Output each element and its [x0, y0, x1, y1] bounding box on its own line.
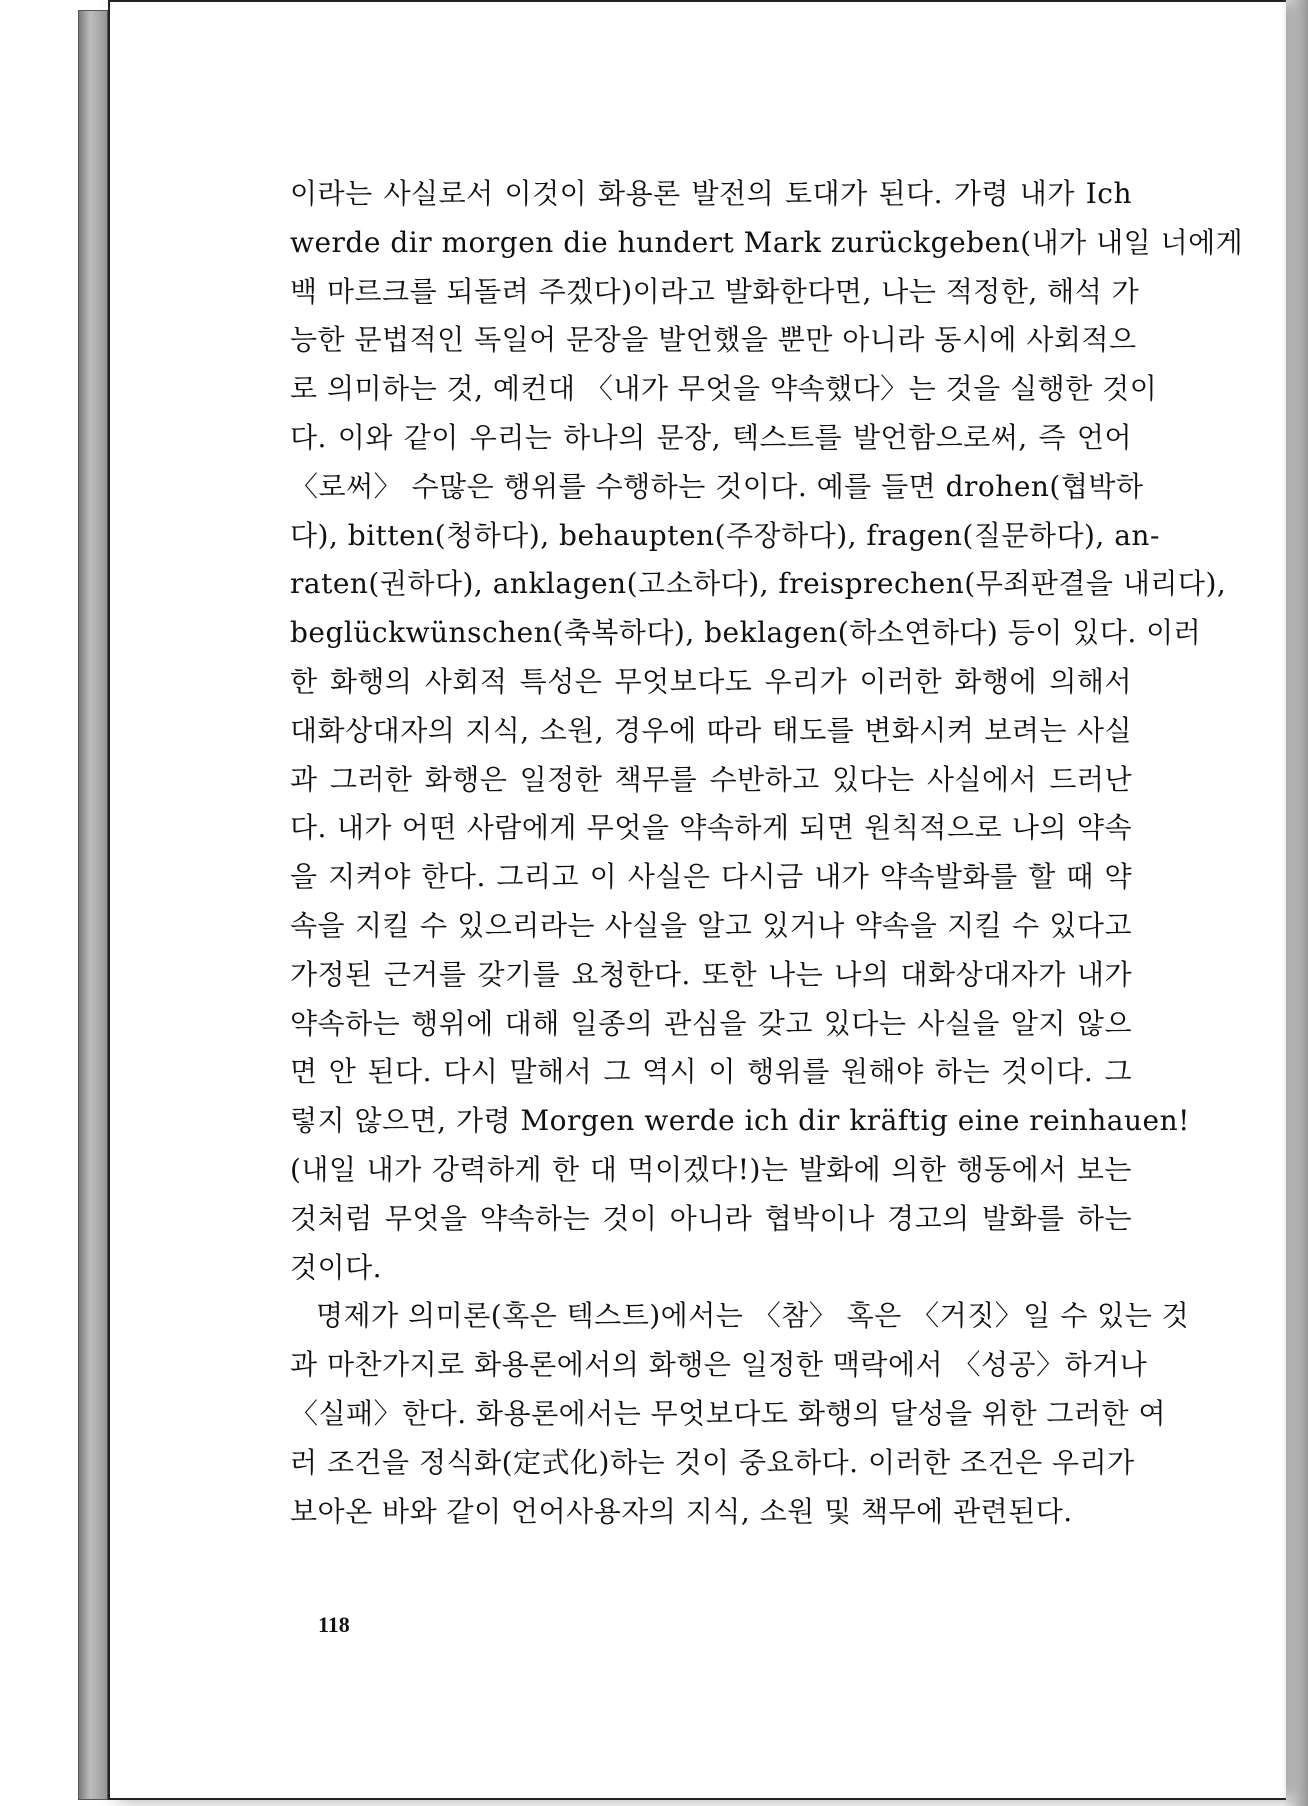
- body-text: [290, 170, 1244, 1536]
- text-line: beglückwünschen(축복하다), beklagen(하소연하다) 등이 있다. 이러: [290, 616, 1202, 650]
- text-line: raten(권하다), anklagen(고소하다), freisprechen(무죄판결을 내리다),: [290, 567, 1227, 601]
- text-line: 백 마르크를 되돌려 주겠다)이라고 발화한다면, 나는 적정한, 해석 가: [290, 274, 1140, 308]
- text-line: 다. 이와 같이 우리는 하나의 문장, 텍스트를 발언함으로써, 즉 언어: [290, 420, 1132, 454]
- page-number: 118: [318, 1612, 350, 1637]
- text-line: 명제가 의미론(혹은 텍스트)에서는 〈참〉 혹은 〈거짓〉일 수 있는 것: [316, 1299, 1190, 1333]
- text-line: 렇지 않으면, 가령 Morgen werde ich dir kräftig eine reinhauen!: [290, 1104, 1190, 1138]
- text-line: 과 그러한 화행은 일정한 책무를 수반하고 있다는 사실에서 드러난: [290, 762, 1132, 796]
- text-line: 것처럼 무엇을 약속하는 것이 아니라 협박이나 경고의 발화를 하는: [290, 1201, 1132, 1235]
- page-shadow: [1282, 0, 1308, 1806]
- text-line: 것이다.: [290, 1250, 383, 1284]
- text-line: 다), bitten(청하다), behaupten(주장하다), fragen(질문하다), an-: [290, 518, 1160, 552]
- text-line: (내일 내가 강력하게 한 대 먹이겠다!)는 발화에 의한 행동에서 보는: [290, 1152, 1132, 1186]
- text-line: 가정된 근거를 갖기를 요청한다. 또한 나는 나의 대화상대자가 내가: [290, 957, 1132, 991]
- text-line: 능한 문법적인 독일어 문장을 발언했을 뿐만 아니라 동시에 사회적으: [290, 323, 1137, 357]
- text-line: 이라는 사실로서 이것이 화용론 발전의 토대가 된다. 가령 내가 Ich: [290, 177, 1132, 210]
- text-line: 〈실패〉한다. 화용론에서는 무엇보다도 화행의 달성을 위한 그러한 여: [290, 1396, 1167, 1430]
- page-stack-edge: [78, 10, 108, 1800]
- text-line: 대화상대자의 지식, 소원, 경우에 따라 태도를 변화시켜 보려는 사실: [290, 713, 1132, 747]
- text-line: 속을 지킬 수 있으리라는 사실을 알고 있거나 약속을 지킬 수 있다고: [290, 908, 1132, 942]
- text-line: 다. 내가 어떤 사람에게 무엇을 약속하게 되면 원칙적으로 나의 약속: [290, 811, 1132, 845]
- text-line: werde dir morgen die hundert Mark zurückgeben(내가 내일 너에게: [290, 225, 1244, 259]
- text-line: 러 조건을 정식화(定式化)하는 것이 중요하다. 이러한 조건은 우리가: [290, 1445, 1135, 1479]
- text-line: 한 화행의 사회적 특성은 무엇보다도 우리가 이러한 화행에 의해서: [290, 664, 1132, 698]
- text-line: 과 마찬가지로 화용론에서의 화행은 일정한 맥락에서 〈성공〉하거나: [290, 1348, 1148, 1382]
- text-line: 〈로써〉 수많은 행위를 수행하는 것이다. 예를 들면 drohen(협박하: [290, 469, 1144, 503]
- text-line: 보아온 바와 같이 언어사용자의 지식, 소원 및 책무에 관련된다.: [290, 1494, 1073, 1528]
- text-line: 면 안 된다. 다시 말해서 그 역시 이 행위를 원해야 하는 것이다. 그: [290, 1055, 1132, 1089]
- text-line: 을 지켜야 한다. 그리고 이 사실은 다시금 내가 약속발화를 할 때 약: [290, 860, 1132, 894]
- text-line: 약속하는 행위에 대해 일종의 관심을 갖고 있다는 사실을 알지 않으: [290, 1006, 1132, 1040]
- text-line: 로 의미하는 것, 예컨대 〈내가 무엇을 약속했다〉는 것을 실행한 것이: [290, 372, 1158, 406]
